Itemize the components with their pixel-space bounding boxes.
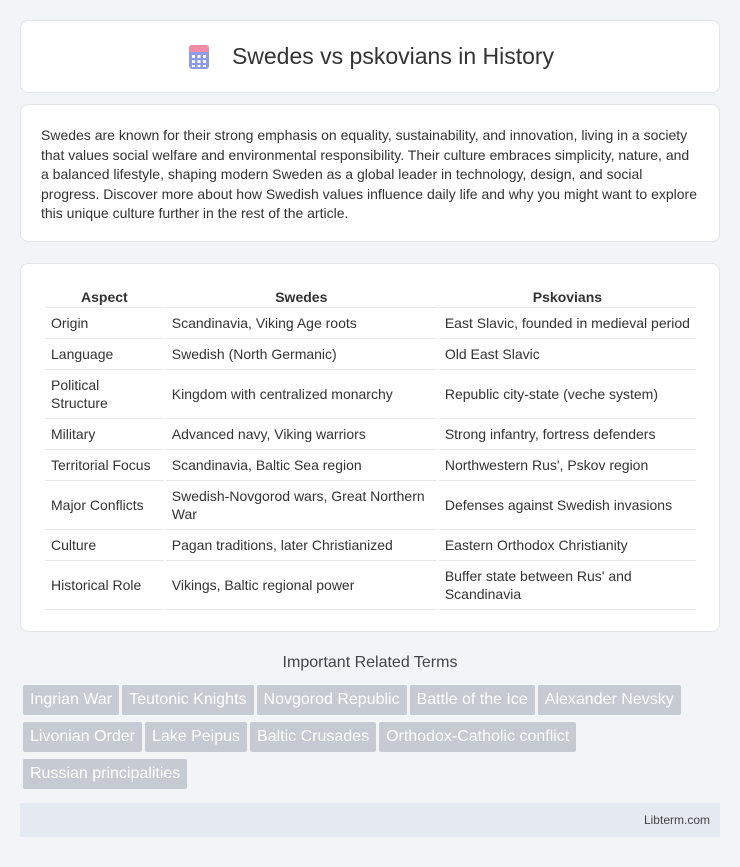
term-tag[interactable]: Novgorod Republic bbox=[257, 685, 407, 715]
table-cell: Swedish-Novgorod wars, Great Northern War bbox=[165, 480, 438, 529]
footer-site-link[interactable]: Libterm.com bbox=[643, 813, 710, 827]
related-terms-title: Important Related Terms bbox=[282, 654, 458, 671]
table-cell: Historical Role bbox=[44, 560, 165, 609]
table-row bbox=[44, 307, 697, 338]
table-cell: Swedish (North Germanic) bbox=[165, 338, 438, 369]
intro-card bbox=[20, 104, 720, 242]
table-row bbox=[44, 480, 697, 529]
table-cell: Northwestern Rus', Pskov region bbox=[438, 449, 697, 480]
intro-text: Swedes are known for their strong emphasis on equality, sustainability, and innovation, living in a society that values social welfare and environmental responsibility. Their culture embraces simplicity, nature, and a balanced lifestyle, shaping modern Sweden as a global leader in technology, design, and social progress. Discover more about how Swedish values influence daily life and why you might want to explore this unique culture further in the rest of the article. bbox=[41, 127, 698, 222]
term-tag[interactable]: Orthodox-Catholic conflict bbox=[379, 722, 576, 752]
table-cell: Territorial Focus bbox=[44, 449, 165, 480]
table-cell: Culture bbox=[44, 529, 165, 560]
table-cell: Kingdom with centralized monarchy bbox=[165, 369, 438, 418]
term-tag[interactable]: Baltic Crusades bbox=[250, 722, 376, 752]
table-row bbox=[44, 449, 697, 480]
term-tag[interactable]: Teutonic Knights bbox=[122, 685, 253, 715]
table-cell: Vikings, Baltic regional power bbox=[165, 560, 438, 609]
comparison-table-card bbox=[20, 263, 720, 632]
term-tag[interactable]: Battle of the Ice bbox=[410, 685, 535, 715]
comparison-table bbox=[43, 284, 698, 610]
term-tag[interactable]: Ingrian War bbox=[23, 685, 119, 715]
page-title: Swedes vs pskovians in History bbox=[231, 43, 555, 69]
table-cell: Defenses against Swedish invasions bbox=[438, 480, 697, 529]
term-tag[interactable]: Lake Peipus bbox=[145, 722, 247, 752]
table-row bbox=[44, 338, 697, 369]
table-cell: Origin bbox=[44, 307, 165, 338]
column-header-aspect: Aspect bbox=[44, 284, 165, 307]
table-row bbox=[44, 529, 697, 560]
term-tag[interactable]: Alexander Nevsky bbox=[538, 685, 681, 715]
table-row bbox=[44, 418, 697, 449]
table-row bbox=[44, 369, 697, 418]
column-header-swedes: Swedes bbox=[165, 284, 438, 307]
header-card bbox=[20, 20, 720, 93]
table-cell: Buffer state between Rus' and Scandinavia bbox=[438, 560, 697, 609]
table-cell: Old East Slavic bbox=[438, 338, 697, 369]
term-tag[interactable]: Russian principalities bbox=[23, 759, 187, 789]
table-cell: Pagan traditions, later Christianized bbox=[165, 529, 438, 560]
table-cell: Scandinavia, Viking Age roots bbox=[165, 307, 438, 338]
calculator-icon bbox=[186, 44, 212, 70]
table-header-row bbox=[44, 284, 697, 307]
table-cell: Advanced navy, Viking warriors bbox=[165, 418, 438, 449]
table-cell: Eastern Orthodox Christianity bbox=[438, 529, 697, 560]
table-cell: Language bbox=[44, 338, 165, 369]
related-terms-list bbox=[23, 685, 723, 796]
term-tag[interactable]: Livonian Order bbox=[23, 722, 142, 752]
table-cell: Political Structure bbox=[44, 369, 165, 418]
column-header-pskovians: Pskovians bbox=[438, 284, 697, 307]
table-cell: Scandinavia, Baltic Sea region bbox=[165, 449, 438, 480]
table-row bbox=[44, 560, 697, 609]
footer bbox=[20, 803, 720, 837]
table-cell: East Slavic, founded in medieval period bbox=[438, 307, 697, 338]
table-cell: Strong infantry, fortress defenders bbox=[438, 418, 697, 449]
table-cell: Military bbox=[44, 418, 165, 449]
table-cell: Republic city-state (veche system) bbox=[438, 369, 697, 418]
table-cell: Major Conflicts bbox=[44, 480, 165, 529]
